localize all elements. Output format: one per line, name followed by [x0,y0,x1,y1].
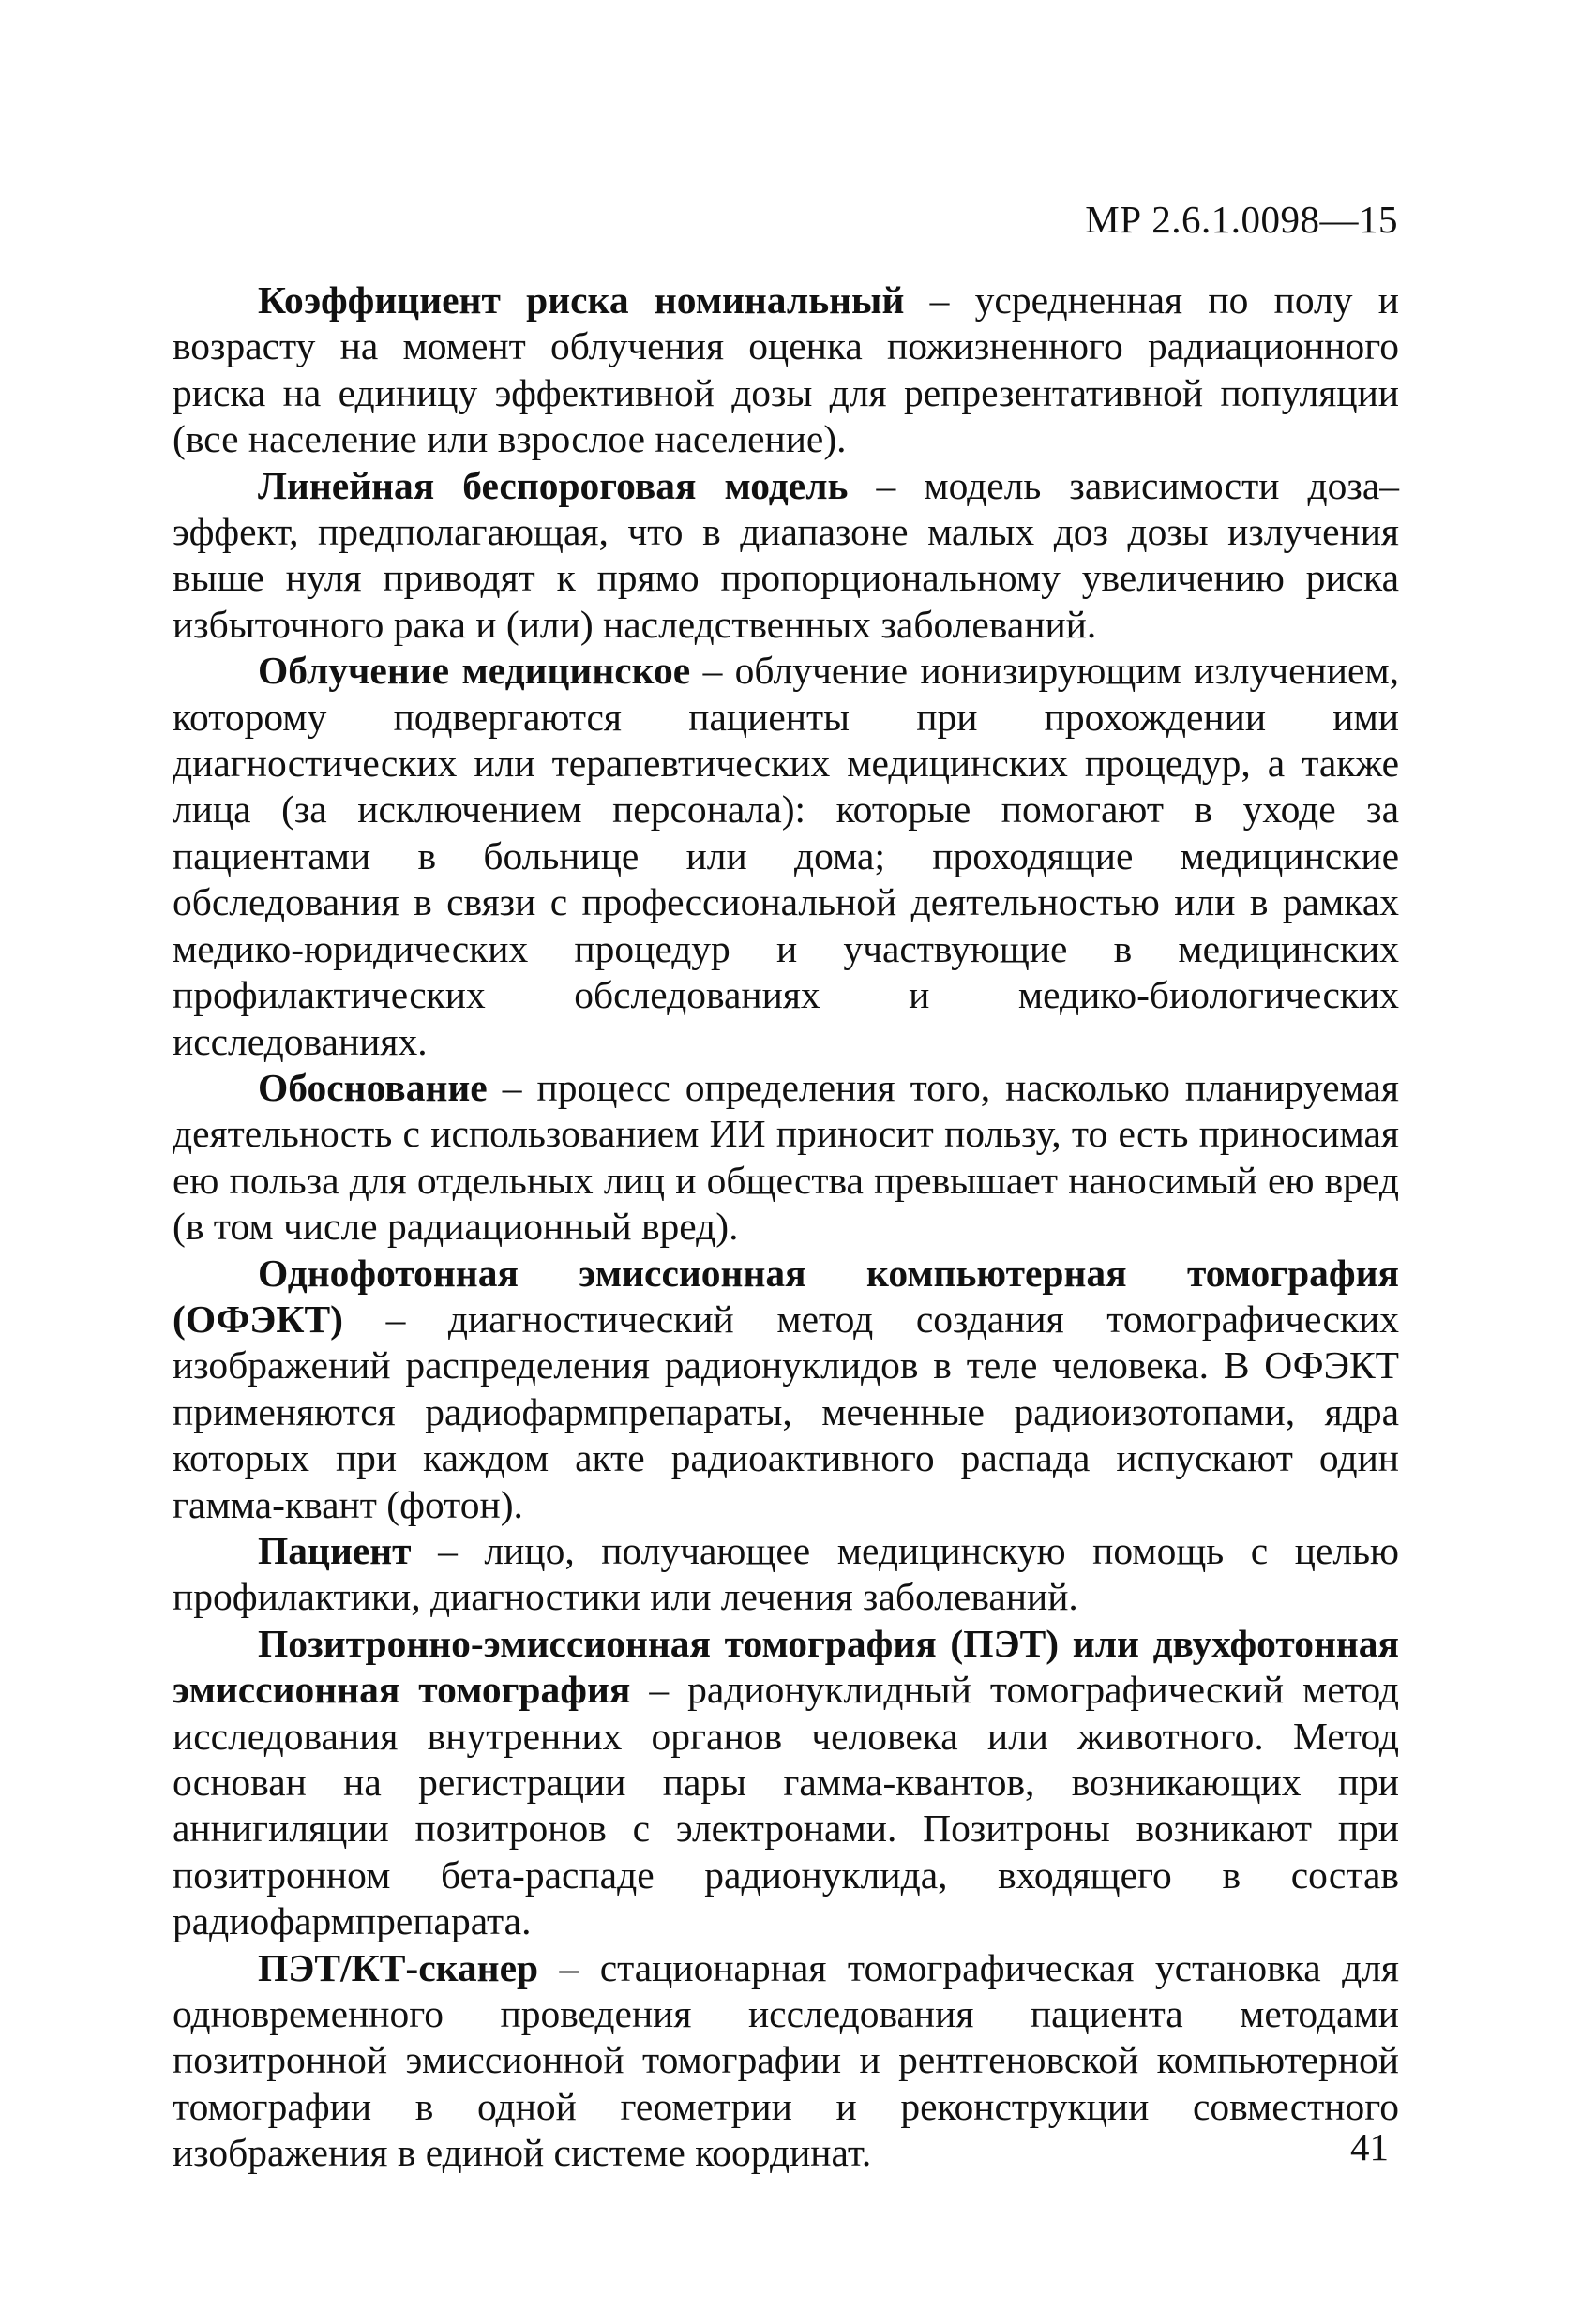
definition-text: – облучение ионизирующим излучением, которому подвергаются пациенты при прохождении ими диагностических или терапевтических медицинских процедур, а также лица (за исключением персонала): которые помогают в уходе за пациентами в больнице или дома; проходящие медицинские обследования в связи с профессиональной деятельностью или в рамках медико-юридических процедур и участвующие в медицинских профилактических обследованиях и медико-биологических исследованиях. [173,649,1400,1063]
definition-paragraph [173,1065,1399,1251]
definition-paragraph [173,277,1399,463]
definition-term: ПЭТ/КТ-сканер [258,1945,539,1989]
definition-paragraph [173,1621,1399,1945]
definition-paragraph [173,1251,1399,1528]
definitions-body [173,277,1399,2177]
definition-text: – усредненная по полу и возрасту на момент облучения оценка пожизненного радиационного риска на единицу эффективной дозы для репрезентативной популяции (все население или взрослое население). [173,278,1399,461]
definition-paragraph [173,463,1399,649]
definition-term: Коэффициент риска номинальный [258,278,905,322]
document-code: МР 2.6.1.0098—15 [1085,198,1398,241]
definition-paragraph [173,1945,1399,2177]
definition-paragraph [173,1528,1399,1621]
definition-term: Однофотонная эмиссионная компьютерная томография (ОФЭКТ) [173,1251,1399,1341]
definition-term: Облучение медицинское [258,649,691,693]
definition-text: – лицо, получающее медицинскую помощь с целью профилактики, диагностики или лечения заболеваний. [173,1528,1399,1619]
definition-text: – диагностический метод создания томографических изображений распределения радионуклидов в теле человека. В ОФЭКТ применяются радиофармпрепараты, меченные радиоизотопами, ядра которых при каждом акте радиоактивного распада испускают один гамма-квант (фотон). [173,1297,1399,1526]
definition-term: Линейная беспороговая модель [258,463,849,507]
definition-term: Пациент [258,1528,412,1572]
definition-text: – радионуклидный томографический метод исследования внутренних органов человека или животного. Метод основан на регистрации пары гамма-квантов, возникающих при аннигиляции позитронов с электронами. Позитроны возникают при позитронном бета-распаде радионуклида, входящего в состав радиофармпрепарата. [173,1668,1399,1943]
definition-text: – процесс определения того, насколько планируемая деятельность с использованием ИИ приносит пользу, то есть приносимая ею польза для отдельных лиц и общества превышает наносимый ею вред (в том числе радиационный вред). [173,1065,1399,1249]
definition-term: Позитронно-эмиссионная томография (ПЭТ) или двухфотонная эмиссионная томография [173,1621,1399,1712]
definition-text: – стационарная томографическая установка для одновременного проведения исследования пациента методами позитронной эмиссионной томографии и рентгеновской компьютерной томографии в одной геометрии и реконструкции совместного изображения в единой системе координат. [173,1945,1399,2175]
definition-text: – модель зависимости доза–эффект, предполагающая, что в диапазоне малых доз дозы излучения выше нуля приводят к прямо пропорциональному увеличению риска избыточного рака и (или) наследственных заболеваний. [173,463,1399,646]
page-number: 41 [1350,2125,1389,2168]
definition-term: Обоснование [258,1065,488,1109]
definition-paragraph [173,648,1399,1065]
